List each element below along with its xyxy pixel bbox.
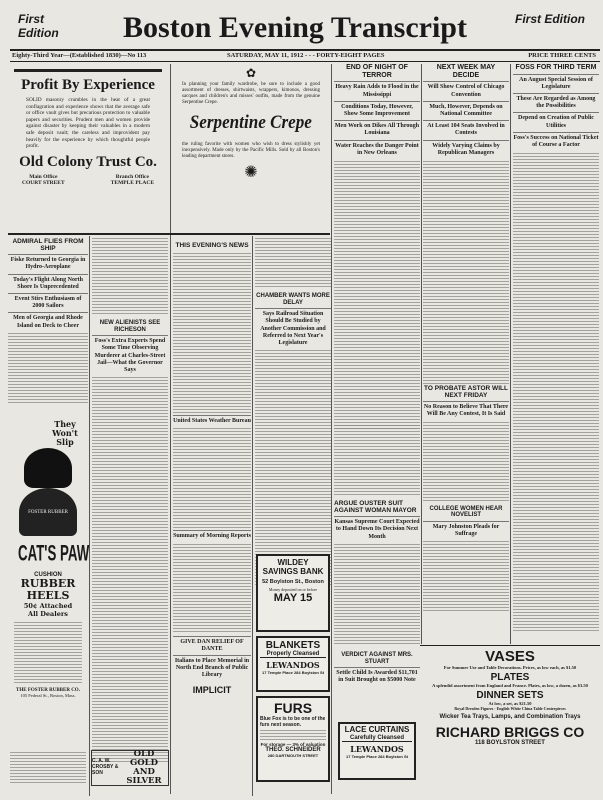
cat-illustration — [24, 448, 72, 488]
richard-briggs-ad — [420, 648, 600, 746]
bow-icon: ✿ — [245, 66, 257, 80]
headline: VERDICT AGAINST MRS. STUART — [341, 652, 413, 665]
headline: GIVE DAN RELIEF OF DANTE — [173, 636, 251, 653]
old-gold-ad — [91, 750, 169, 786]
deck: Event Stirs Enthusiasm of 2000 Sailors — [8, 293, 88, 310]
headline: FOSS FOR THIRD TERM — [515, 64, 597, 71]
article-flood — [334, 64, 420, 431]
column-rule — [421, 64, 422, 644]
deck: Italians to Place Memorial in North End Branch of Public Library — [173, 655, 251, 680]
deck: Heavy Rain Adds to Flood in the Mississippi — [334, 81, 420, 98]
old-gold-title: OLD GOLD AND SILVER — [126, 749, 162, 786]
article-body — [423, 161, 509, 386]
article-body — [173, 544, 251, 634]
wicker-line: Wicker Tea Trays, Lamps, and Combination Trays — [439, 714, 581, 720]
furs-body — [260, 730, 326, 740]
blankets-title: BLANKETS — [265, 640, 321, 651]
article-body — [513, 153, 599, 633]
lace-address: 17 Temple Place 284 Boylston St — [346, 753, 408, 759]
swirl-icon: ✺ — [244, 164, 258, 181]
headline: NEXT WEEK MAY DECIDE — [436, 64, 496, 79]
lace-sub: Carefully Cleansed — [342, 735, 412, 742]
article-evening-news — [173, 242, 251, 695]
deck: Men of Georgia and Rhode Island on Deck to Cheer — [8, 312, 88, 329]
catspaw-maker: THE FOSTER RUBBER CO. — [16, 688, 80, 694]
article-foss — [513, 64, 599, 633]
headline: COLLEGE WOMEN HEAR NOVELIST — [429, 505, 503, 519]
deck: United States Weather Bureau — [173, 415, 251, 425]
article-chicago — [423, 64, 509, 386]
furs-title: FURS — [273, 700, 313, 716]
article-body — [334, 544, 420, 644]
vases-desc: For Summer Use and Table Decorations. Prices, as low each, as $1.50 — [443, 665, 577, 670]
headline: THIS EVENING'S NEWS — [175, 242, 249, 249]
deck: Settle Child Is Awarded $11,701 in Suit Brought on $5000 Note — [334, 667, 420, 684]
wildey-ad — [256, 554, 330, 632]
headline: TO PROBATE ASTOR WILL NEXT FRIDAY — [424, 385, 508, 400]
main-office-address: COURT STREET — [22, 179, 65, 186]
masthead-rule — [10, 49, 600, 51]
deck: Kansas Supreme Court Expected to Hand Down Its Decision Next Month — [334, 516, 420, 541]
article-admiral — [8, 238, 88, 403]
serpentine-tail: the ruling favorite with women who wish to dress stylishly yet inexpensively. Made only by the Pacific Mills. Sold by all Boston's leading department stores. — [182, 142, 320, 159]
date: SATURDAY, MAY 11, 1912 - - - FORTY-EIGHT PAGES — [227, 52, 385, 59]
serpentine-intro: In planning your family wardrobe, be sure to include a good assortment of dresses, shirtwaists, wrappers, kimonos, dressing sacques and children's and misses' outfits, made from the genuine Serpentine Crepe. — [182, 82, 320, 105]
deck: Summary of Morning Reports — [173, 530, 251, 540]
article-body — [10, 752, 86, 785]
article-body — [92, 377, 168, 762]
headline: ARGUE OUSTER SUIT AGAINST WOMAN MAYOR — [334, 500, 417, 515]
furs-company: THEO. SCHNEIDER — [265, 747, 321, 753]
article-body — [334, 425, 420, 495]
article-astor — [423, 385, 509, 611]
edition-right: First Edition — [515, 12, 585, 26]
profit-body: SOLID masonry crumbles in the heat of a great conflagration and experience shows that the average safe or office vault gives but precarious protection to valuable papers and securities. Prudent men and women provide against disaster by keeping their valuables in a modern safe deposit vault; the careless and improvident pay heavily for the experience by which thoughtful people profit. — [26, 97, 150, 150]
headline: CHAMBER WANTS MORE DELAY — [256, 293, 330, 306]
article-body — [255, 238, 331, 288]
article-body — [423, 541, 509, 611]
vases-title: VASES — [485, 648, 535, 665]
deck: Much, However, Depends on National Committee — [423, 101, 509, 118]
column-rule — [331, 64, 332, 794]
blankets-sub: Properly Cleansed — [260, 651, 326, 658]
branch-office-label: Branch Office — [115, 173, 149, 180]
section-rule — [420, 645, 600, 646]
newspaper-title: Boston Evening Transcript — [123, 11, 467, 44]
deck: No Reason to Believe That There Will Be Any Contest, It Is Said — [423, 401, 509, 418]
lace-company: LEWANDOS — [350, 743, 404, 754]
dateline — [12, 52, 600, 61]
article-ouster — [334, 500, 420, 644]
blankets-company: LEWANDOS — [266, 660, 320, 670]
implicit-ad: IMPLICIT — [192, 685, 232, 696]
article-body — [173, 253, 251, 413]
deck: Fiske Returned to Georgia in Hydro-Aeroplane — [8, 254, 88, 271]
headline: ADMIRAL FLIES FROM SHIP — [12, 238, 84, 253]
masthead-rule-bottom — [10, 61, 600, 62]
plates-title: PLATES — [490, 672, 530, 683]
deck: These Are Regarded as Among the Possibilities — [513, 93, 599, 110]
volume: Eighty-Third Year—(Established 1830)—No 113 — [12, 52, 147, 59]
heel-illustration: FOSTER RUBBER — [19, 488, 77, 536]
furs-ad — [256, 696, 330, 782]
deck: Widely Varying Claims by Republican Managers — [423, 140, 509, 157]
deck: Foss's Extra Experts Spend Some Time Observing Murderer at Charles-Street Jail—What the Governor Says — [92, 335, 168, 374]
deck: Depend on Creation of Public Utilities — [513, 112, 599, 129]
serpentine-logo: Serpentine Crepe — [189, 112, 313, 133]
branch-office-address: TEMPLE PLACE — [110, 179, 154, 186]
profit-title: Profit By Experience — [21, 77, 155, 93]
headline: NEW ALIENISTS SEE RICHESON — [99, 320, 161, 333]
wildey-date: MAY 15 — [273, 591, 313, 604]
deck: Will Show Control of Chicago Convention — [423, 81, 509, 98]
old-colony-logo: Old Colony Trust Co. — [19, 153, 157, 170]
wildey-address: 52 Boylston St., Boston — [262, 578, 324, 585]
deck: Today's Flight Along North Shore Is Unprecedented — [8, 274, 88, 291]
catspaw-brand: CAT'S PAW — [18, 541, 90, 567]
main-office-label: Main Office — [29, 173, 58, 180]
article-body — [334, 161, 420, 431]
lace-title: LACE CURTAINS — [344, 725, 410, 734]
deck: Says Railroad Situation Should Be Studied by Another Commission and Referred to Next Year's Legislature — [255, 308, 331, 347]
briggs-address: 118 BOYLSTON STREET — [475, 740, 545, 746]
article-richeson — [92, 320, 168, 762]
dinner-sets-desc: At low, a set, as $21.50 — [488, 701, 532, 706]
article-chamber — [255, 238, 331, 585]
article-body — [255, 350, 331, 585]
catspaw-address: 105 Federal St., Boston, Mass. — [20, 693, 76, 699]
catspaw-ad — [8, 418, 88, 748]
article-verdict — [334, 652, 420, 685]
edition-left: First Edition — [18, 12, 59, 41]
crosby-name: C. A. W. CROSBY & SON — [92, 758, 119, 776]
briggs-company: RICHARD BRIGGS CO — [435, 724, 585, 740]
blankets-ad — [256, 636, 330, 692]
furs-storage: For storage — 3% of valuation — [260, 742, 326, 747]
serpentine-ad — [176, 66, 326, 232]
furs-address: 280 DARTMOUTH STREET — [267, 753, 319, 758]
column-rule — [252, 236, 253, 796]
figures-line: Royal Dresden Figures · English White China Table Centerpieces — [454, 706, 566, 711]
deck: At Least 104 Seats Involved in Contests — [423, 120, 509, 137]
column-rule — [510, 64, 511, 644]
article-body — [173, 428, 251, 528]
deck: Foss's Success on National Ticket of Course a Factor — [513, 132, 599, 149]
deck: Men Work on Dikes All Through Louisiana — [334, 120, 420, 137]
catspaw-body — [14, 622, 82, 684]
article-body — [8, 333, 88, 403]
profit-ad — [8, 66, 168, 230]
section-rule — [8, 233, 330, 235]
article-body — [92, 238, 168, 316]
article-body — [423, 422, 509, 502]
catspaw-cushion: CUSHION — [34, 572, 62, 579]
headline: END OF NIGHT OF TERROR — [346, 64, 408, 79]
wildey-name: WILDEY SAVINGS BANK — [262, 558, 324, 576]
column-rule — [89, 236, 90, 796]
wildey-note: Money deposited on or before — [268, 586, 318, 592]
deck: Mary Johnston Pleads for Suffrage — [423, 521, 509, 538]
column-rule — [170, 64, 171, 794]
furs-sub: Blue Fox is to be one of the furs next season. — [260, 716, 326, 728]
price: PRICE THREE CENTS — [528, 52, 596, 59]
lace-curtains-ad — [338, 722, 416, 780]
deck: Conditions Today, However, Show Some Improvement — [334, 101, 420, 118]
dinner-sets-title: DINNER SETS — [476, 690, 544, 701]
catspaw-slogan: They Won't Slip — [52, 419, 78, 447]
deck: An August Special Session of Legislature — [513, 74, 599, 91]
catspaw-price: 50¢ Attached All Dealers — [23, 602, 73, 618]
deck: Water Reaches the Danger Point in New Orleans — [334, 140, 420, 157]
catspaw-heels: RUBBER HEELS — [20, 577, 76, 602]
blankets-address: 17 Temple Place 284 Boylston St — [262, 670, 324, 675]
plates-desc: A splendid assortment from England and France. Plates, as low, a dozen, as $3.50 — [432, 683, 588, 688]
